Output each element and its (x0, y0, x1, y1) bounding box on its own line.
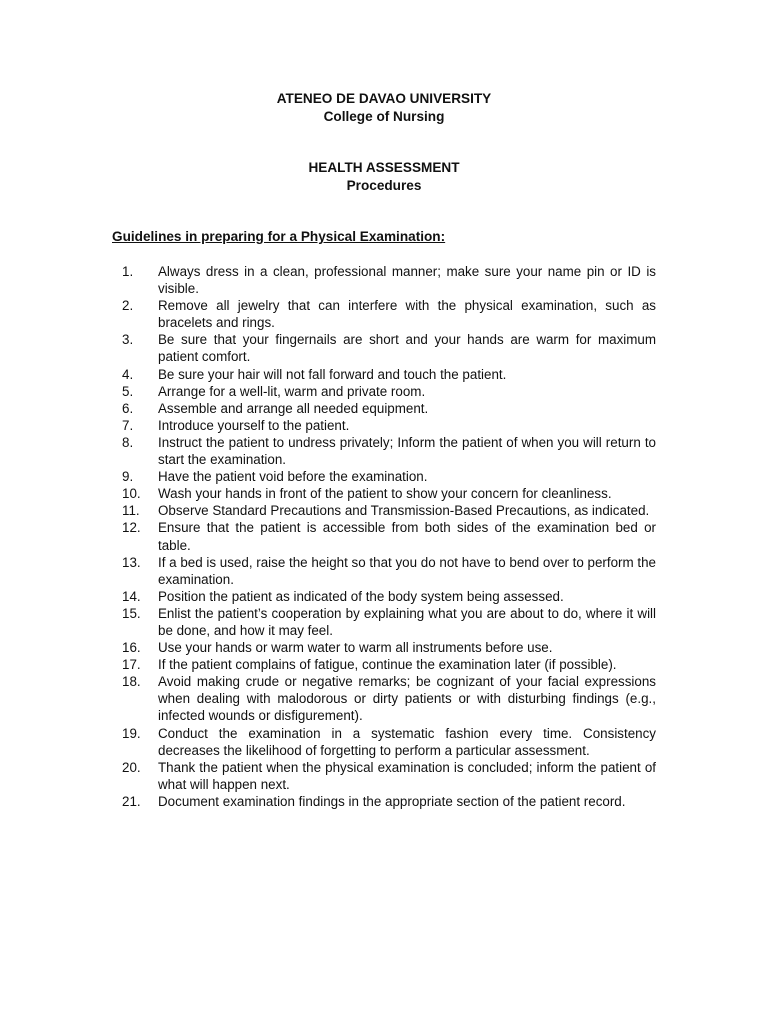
guideline-item (112, 417, 656, 434)
guideline-number (112, 502, 158, 519)
guideline-number (112, 656, 158, 673)
guideline-text: Conduct the examination in a systematic fashion every time. Consistency decreases the likelihood of forgetting to perform a particular assessment. (158, 725, 656, 758)
guideline-item (112, 366, 656, 383)
guideline-item (112, 434, 656, 468)
guideline-text: Use your hands or warm water to warm all instruments before use. (158, 640, 553, 656)
guideline-number (112, 605, 158, 639)
guideline-number-label: 18. (122, 674, 141, 690)
guideline-number (112, 759, 158, 793)
guideline-number-label: 2. (122, 298, 134, 314)
guideline-text: Avoid making crude or negative remarks; be cognizant of your facial expressions when dealing with malodorous or dirty patients or with disturbing findings (e.g., infected wounds or disfigurement). (158, 674, 656, 724)
guideline-number-label: 21. (122, 793, 141, 809)
guideline-number (112, 297, 158, 331)
guideline-number (112, 383, 158, 400)
guideline-item (112, 588, 656, 605)
guideline-item (112, 673, 656, 724)
guideline-number (112, 673, 158, 724)
guideline-item (112, 400, 656, 417)
guideline-text: Ensure that the patient is accessible from both sides of the examination bed or table. (158, 520, 656, 553)
guideline-number (112, 519, 158, 553)
guideline-text: Be sure your hair will not fall forward and touch the patient. (158, 366, 507, 382)
guideline-number-label: 17. (122, 657, 141, 673)
guideline-number-label: 15. (122, 605, 141, 621)
document-title: HEALTH ASSESSMENT (308, 160, 460, 175)
guideline-text: Be sure that your fingernails are short and your hands are warm for maximum patient comfort. (158, 332, 656, 365)
guideline-text: Wash your hands in front of the patient to show your concern for cleanliness. (158, 486, 612, 502)
guideline-number-label: 5. (122, 383, 134, 399)
guideline-item (112, 519, 656, 553)
guideline-number-label: 19. (122, 725, 141, 741)
guideline-item (112, 759, 656, 793)
guideline-item (112, 383, 656, 400)
guideline-number-label: 9. (122, 469, 134, 485)
section-heading: Guidelines in preparing for a Physical Examination: (112, 229, 446, 244)
guideline-number-label: 12. (122, 520, 141, 536)
guideline-number (112, 554, 158, 588)
guideline-number (112, 485, 158, 502)
guideline-number-label: 4. (122, 366, 134, 382)
guideline-number-label: 11. (122, 503, 140, 519)
guideline-item (112, 605, 656, 639)
guideline-number (112, 434, 158, 468)
guideline-number (112, 468, 158, 485)
guideline-item (112, 331, 656, 365)
guideline-number-label: 6. (122, 400, 134, 416)
guideline-text: Have the patient void before the examination. (158, 469, 428, 485)
guideline-text: If the patient complains of fatigue, continue the examination later (if possible). (158, 657, 617, 673)
guideline-number-label: 20. (122, 759, 141, 775)
university-name: ATENEO DE DAVAO UNIVERSITY (276, 91, 492, 106)
guideline-item (112, 263, 656, 297)
guideline-text: Introduce yourself to the patient. (158, 417, 350, 433)
document-subtitle: Procedures (346, 178, 422, 193)
guideline-number (112, 793, 158, 810)
guideline-number (112, 331, 158, 365)
guideline-number-label: 10. (122, 486, 141, 502)
guideline-text: If a bed is used, raise the height so that you do not have to bend over to perform the examination. (158, 554, 657, 587)
guideline-text: Enlist the patient’s cooperation by explaining what you are about to do, where it will be done, and how it may feel. (158, 605, 656, 638)
guideline-number-label: 1. (122, 264, 134, 279)
college-name: College of Nursing (323, 109, 445, 124)
guideline-text: Position the patient as indicated of the body system being assessed. (158, 588, 564, 604)
guideline-item (112, 725, 656, 759)
guideline-item (112, 554, 656, 588)
guideline-text: Remove all jewelry that can interfere with the physical examination, such as bracelets and rings. (158, 298, 656, 331)
guideline-text: Observe Standard Precautions and Transmission-Based Precautions, as indicated. (158, 503, 650, 519)
guideline-number-label: 8. (122, 434, 134, 450)
guideline-text: Thank the patient when the physical examination is concluded; inform the patient of what will happen next. (158, 759, 656, 792)
guideline-text: Instruct the patient to undress privately; Inform the patient of when you will return to start the examination. (158, 434, 656, 468)
guideline-number (112, 588, 158, 605)
guideline-item (112, 793, 656, 810)
guideline-number-label: 16. (122, 640, 141, 656)
guideline-item (112, 502, 656, 519)
guideline-item (112, 656, 656, 673)
guideline-item (112, 468, 656, 485)
guideline-number (112, 400, 158, 417)
guideline-number (112, 263, 158, 297)
guideline-number (112, 725, 158, 759)
guideline-text: Arrange for a well-lit, warm and private room. (158, 383, 426, 399)
guideline-number-label: 3. (122, 332, 134, 348)
guideline-list (112, 263, 656, 810)
guideline-item (112, 485, 656, 502)
guideline-item (112, 639, 656, 656)
guideline-number-label: 7. (122, 417, 134, 433)
guideline-text: Always dress in a clean, professional manner; make sure your name pin or ID is visible. (158, 264, 656, 297)
guideline-number-label: 13. (122, 554, 141, 570)
guideline-text: Document examination findings in the appropriate section of the patient record. (158, 793, 626, 809)
guideline-number-label: 14. (122, 588, 141, 604)
guideline-number (112, 417, 158, 434)
guideline-number (112, 639, 158, 656)
guideline-text: Assemble and arrange all needed equipment. (158, 400, 429, 416)
guideline-number (112, 366, 158, 383)
guideline-item (112, 297, 656, 331)
